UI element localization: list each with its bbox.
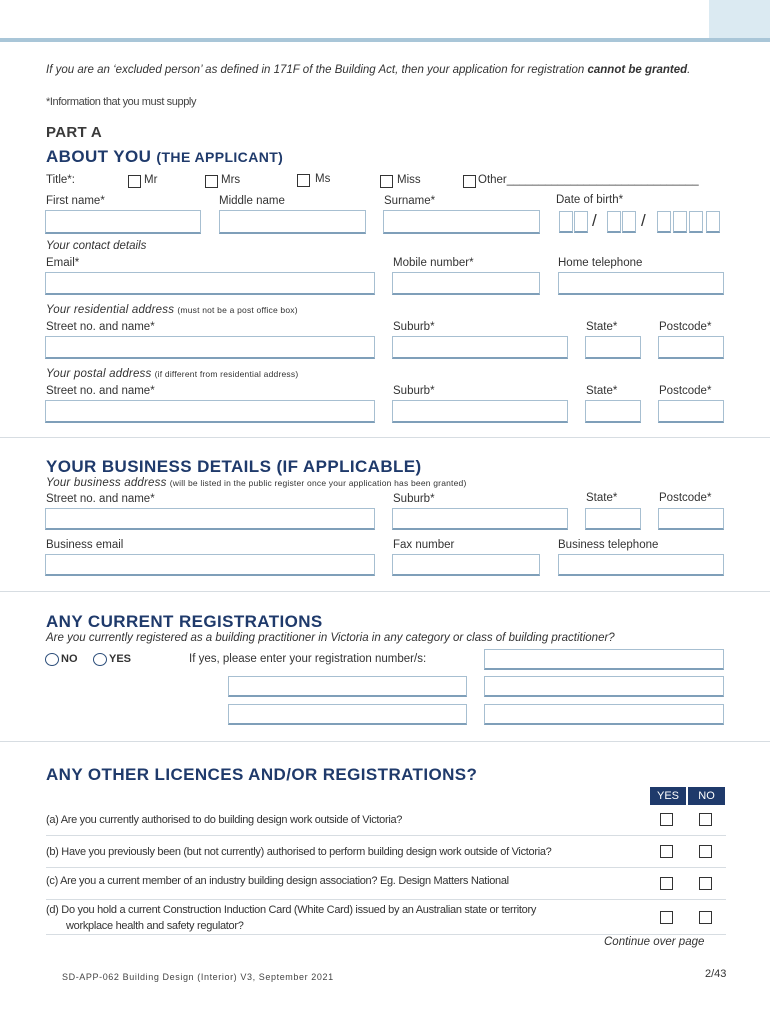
question-b-no-checkbox[interactable] <box>699 845 712 858</box>
required-note: *Information that you must supply <box>46 96 197 108</box>
dob-separator-1: / <box>592 211 597 230</box>
business-telephone-label: Business telephone <box>558 539 659 551</box>
residential-state-input[interactable] <box>585 336 641 359</box>
middle-name-label: Middle name <box>219 195 285 207</box>
business-state-label: State* <box>586 492 618 504</box>
dob-year-1[interactable] <box>657 211 671 233</box>
question-b-yes-checkbox[interactable] <box>660 845 673 858</box>
question-c-yes-checkbox[interactable] <box>660 877 673 890</box>
section-divider <box>0 591 770 592</box>
dob-day-2[interactable] <box>574 211 588 233</box>
question-d-no-checkbox[interactable] <box>699 911 712 924</box>
registration-number-input-2[interactable] <box>228 676 467 697</box>
part-title: PART A <box>46 124 102 141</box>
postal-state-label: State* <box>586 385 618 397</box>
dob-month-2[interactable] <box>622 211 636 233</box>
dob-year-4[interactable] <box>706 211 720 233</box>
mobile-input[interactable] <box>392 272 540 295</box>
business-street-label: Street no. and name* <box>46 493 155 505</box>
title-mr-checkbox[interactable] <box>128 175 141 188</box>
fax-number-input[interactable] <box>392 554 540 576</box>
business-street-input[interactable] <box>45 508 375 530</box>
title-miss-checkbox[interactable] <box>380 175 393 188</box>
postal-suburb-label: Suburb* <box>393 385 435 397</box>
postal-street-label: Street no. and name* <box>46 385 155 397</box>
fax-number-label: Fax number <box>393 539 455 551</box>
title-other-label: Other______________________________ <box>478 174 699 186</box>
email-label: Email* <box>46 257 80 269</box>
residential-street-input[interactable] <box>45 336 375 359</box>
other-licences-heading: ANY OTHER LICENCES AND/OR REGISTRATIONS? <box>46 765 478 784</box>
business-suburb-input[interactable] <box>392 508 568 530</box>
business-postcode-input[interactable] <box>658 508 724 530</box>
licence-question-d: (d) Do you hold a current Construction Induction Card (White Card) issued by an Australian state or territory <box>46 904 537 916</box>
business-state-input[interactable] <box>585 508 641 530</box>
continue-over-page: Continue over page <box>604 936 705 948</box>
yes-column-header: YES <box>650 787 686 805</box>
registration-number-input-4[interactable] <box>228 704 467 725</box>
email-input[interactable] <box>45 272 375 295</box>
business-telephone-input[interactable] <box>558 554 724 576</box>
home-telephone-input[interactable] <box>558 272 724 295</box>
about-you-heading: ABOUT YOU (THE APPLICANT) <box>46 147 284 166</box>
no-column-header: NO <box>688 787 725 805</box>
title-other-checkbox[interactable] <box>463 175 476 188</box>
dob-separator-2: / <box>641 211 646 230</box>
current-registrations-heading: ANY CURRENT REGISTRATIONS <box>46 612 323 631</box>
postal-postcode-input[interactable] <box>658 400 724 423</box>
title-other-line[interactable]: ______________________________ <box>506 174 699 186</box>
home-telephone-label: Home telephone <box>558 257 643 269</box>
dob-month-1[interactable] <box>607 211 621 233</box>
business-postcode-label: Postcode* <box>659 492 712 504</box>
licence-question-a: (a) Are you currently authorised to do building design work outside of Victoria? <box>46 814 403 826</box>
question-c-no-checkbox[interactable] <box>699 877 712 890</box>
registration-number-input-3[interactable] <box>484 676 724 697</box>
header-rule <box>0 38 770 42</box>
postal-street-input[interactable] <box>45 400 375 423</box>
residential-state-label: State* <box>586 321 618 333</box>
registered-no-radio[interactable] <box>45 653 59 666</box>
contact-details-subheading: Your contact details <box>46 240 147 252</box>
residential-suburb-label: Suburb* <box>393 321 435 333</box>
question-a-yes-checkbox[interactable] <box>660 813 673 826</box>
header-accent-box <box>709 0 770 42</box>
residential-postcode-label: Postcode* <box>659 321 712 333</box>
registration-question: Are you currently registered as a building practitioner in Victoria in any category or class of building practitioner? <box>46 632 615 644</box>
first-name-input[interactable] <box>45 210 201 234</box>
business-address-subheading: Your business address (will be listed in the public register once your application has been granted) <box>46 477 467 489</box>
question-a-no-checkbox[interactable] <box>699 813 712 826</box>
page-number: 2/43 <box>705 968 727 980</box>
question-d-yes-checkbox[interactable] <box>660 911 673 924</box>
mobile-label: Mobile number* <box>393 257 474 269</box>
residential-suburb-input[interactable] <box>392 336 568 359</box>
question-divider <box>46 835 726 836</box>
registration-number-input-1[interactable] <box>484 649 724 670</box>
title-ms-checkbox[interactable] <box>297 174 310 187</box>
title-mrs-label: Mrs <box>221 174 241 186</box>
section-divider <box>0 437 770 438</box>
registered-no-label: NO <box>61 653 78 665</box>
title-label: Title*: <box>46 174 75 186</box>
business-email-label: Business email <box>46 539 124 551</box>
postal-state-input[interactable] <box>585 400 641 423</box>
dob-label: Date of birth* <box>556 194 624 206</box>
document-id: SD-APP-062 Building Design (Interior) V3, September 2021 <box>62 972 334 982</box>
business-suburb-label: Suburb* <box>393 493 435 505</box>
business-email-input[interactable] <box>45 554 375 576</box>
postal-address-subheading: Your postal address (if different from residential address) <box>46 368 299 380</box>
residential-street-label: Street no. and name* <box>46 321 155 333</box>
registration-number-input-5[interactable] <box>484 704 724 725</box>
postal-postcode-label: Postcode* <box>659 385 712 397</box>
dob-day-1[interactable] <box>559 211 573 233</box>
residential-postcode-input[interactable] <box>658 336 724 359</box>
dob-year-3[interactable] <box>689 211 703 233</box>
surname-input[interactable] <box>383 210 540 234</box>
question-divider <box>46 934 726 935</box>
middle-name-input[interactable] <box>219 210 366 234</box>
first-name-label: First name* <box>46 195 105 207</box>
title-mrs-checkbox[interactable] <box>205 175 218 188</box>
surname-label: Surname* <box>384 195 436 207</box>
residential-address-subheading: Your residential address (must not be a post office box) <box>46 304 298 316</box>
registered-yes-radio[interactable] <box>93 653 107 666</box>
question-divider <box>46 899 726 900</box>
registration-number-prompt: If yes, please enter your registration number/s: <box>189 653 427 665</box>
licence-question-d-continued: workplace health and safety regulator? <box>66 920 244 932</box>
business-details-heading: YOUR BUSINESS DETAILS (IF APPLICABLE) <box>46 457 422 476</box>
licence-question-c: (c) Are you a current member of an industry building design association? Eg. Design Matters National <box>46 875 509 887</box>
licence-question-b: (b) Have you previously been (but not currently) authorised to perform building design work outside of Victoria? <box>46 846 552 858</box>
question-divider <box>46 867 726 868</box>
title-miss-label: Miss <box>397 174 421 186</box>
title-ms-label: Ms <box>315 173 331 185</box>
postal-suburb-input[interactable] <box>392 400 568 423</box>
section-divider <box>0 741 770 742</box>
excluded-person-notice: If you are an ‘excluded person’ as defined in 171F of the Building Act, then your application for registration cannot be granted. <box>46 64 691 76</box>
dob-year-2[interactable] <box>673 211 687 233</box>
title-mr-label: Mr <box>144 174 158 186</box>
registered-yes-label: YES <box>109 653 132 665</box>
